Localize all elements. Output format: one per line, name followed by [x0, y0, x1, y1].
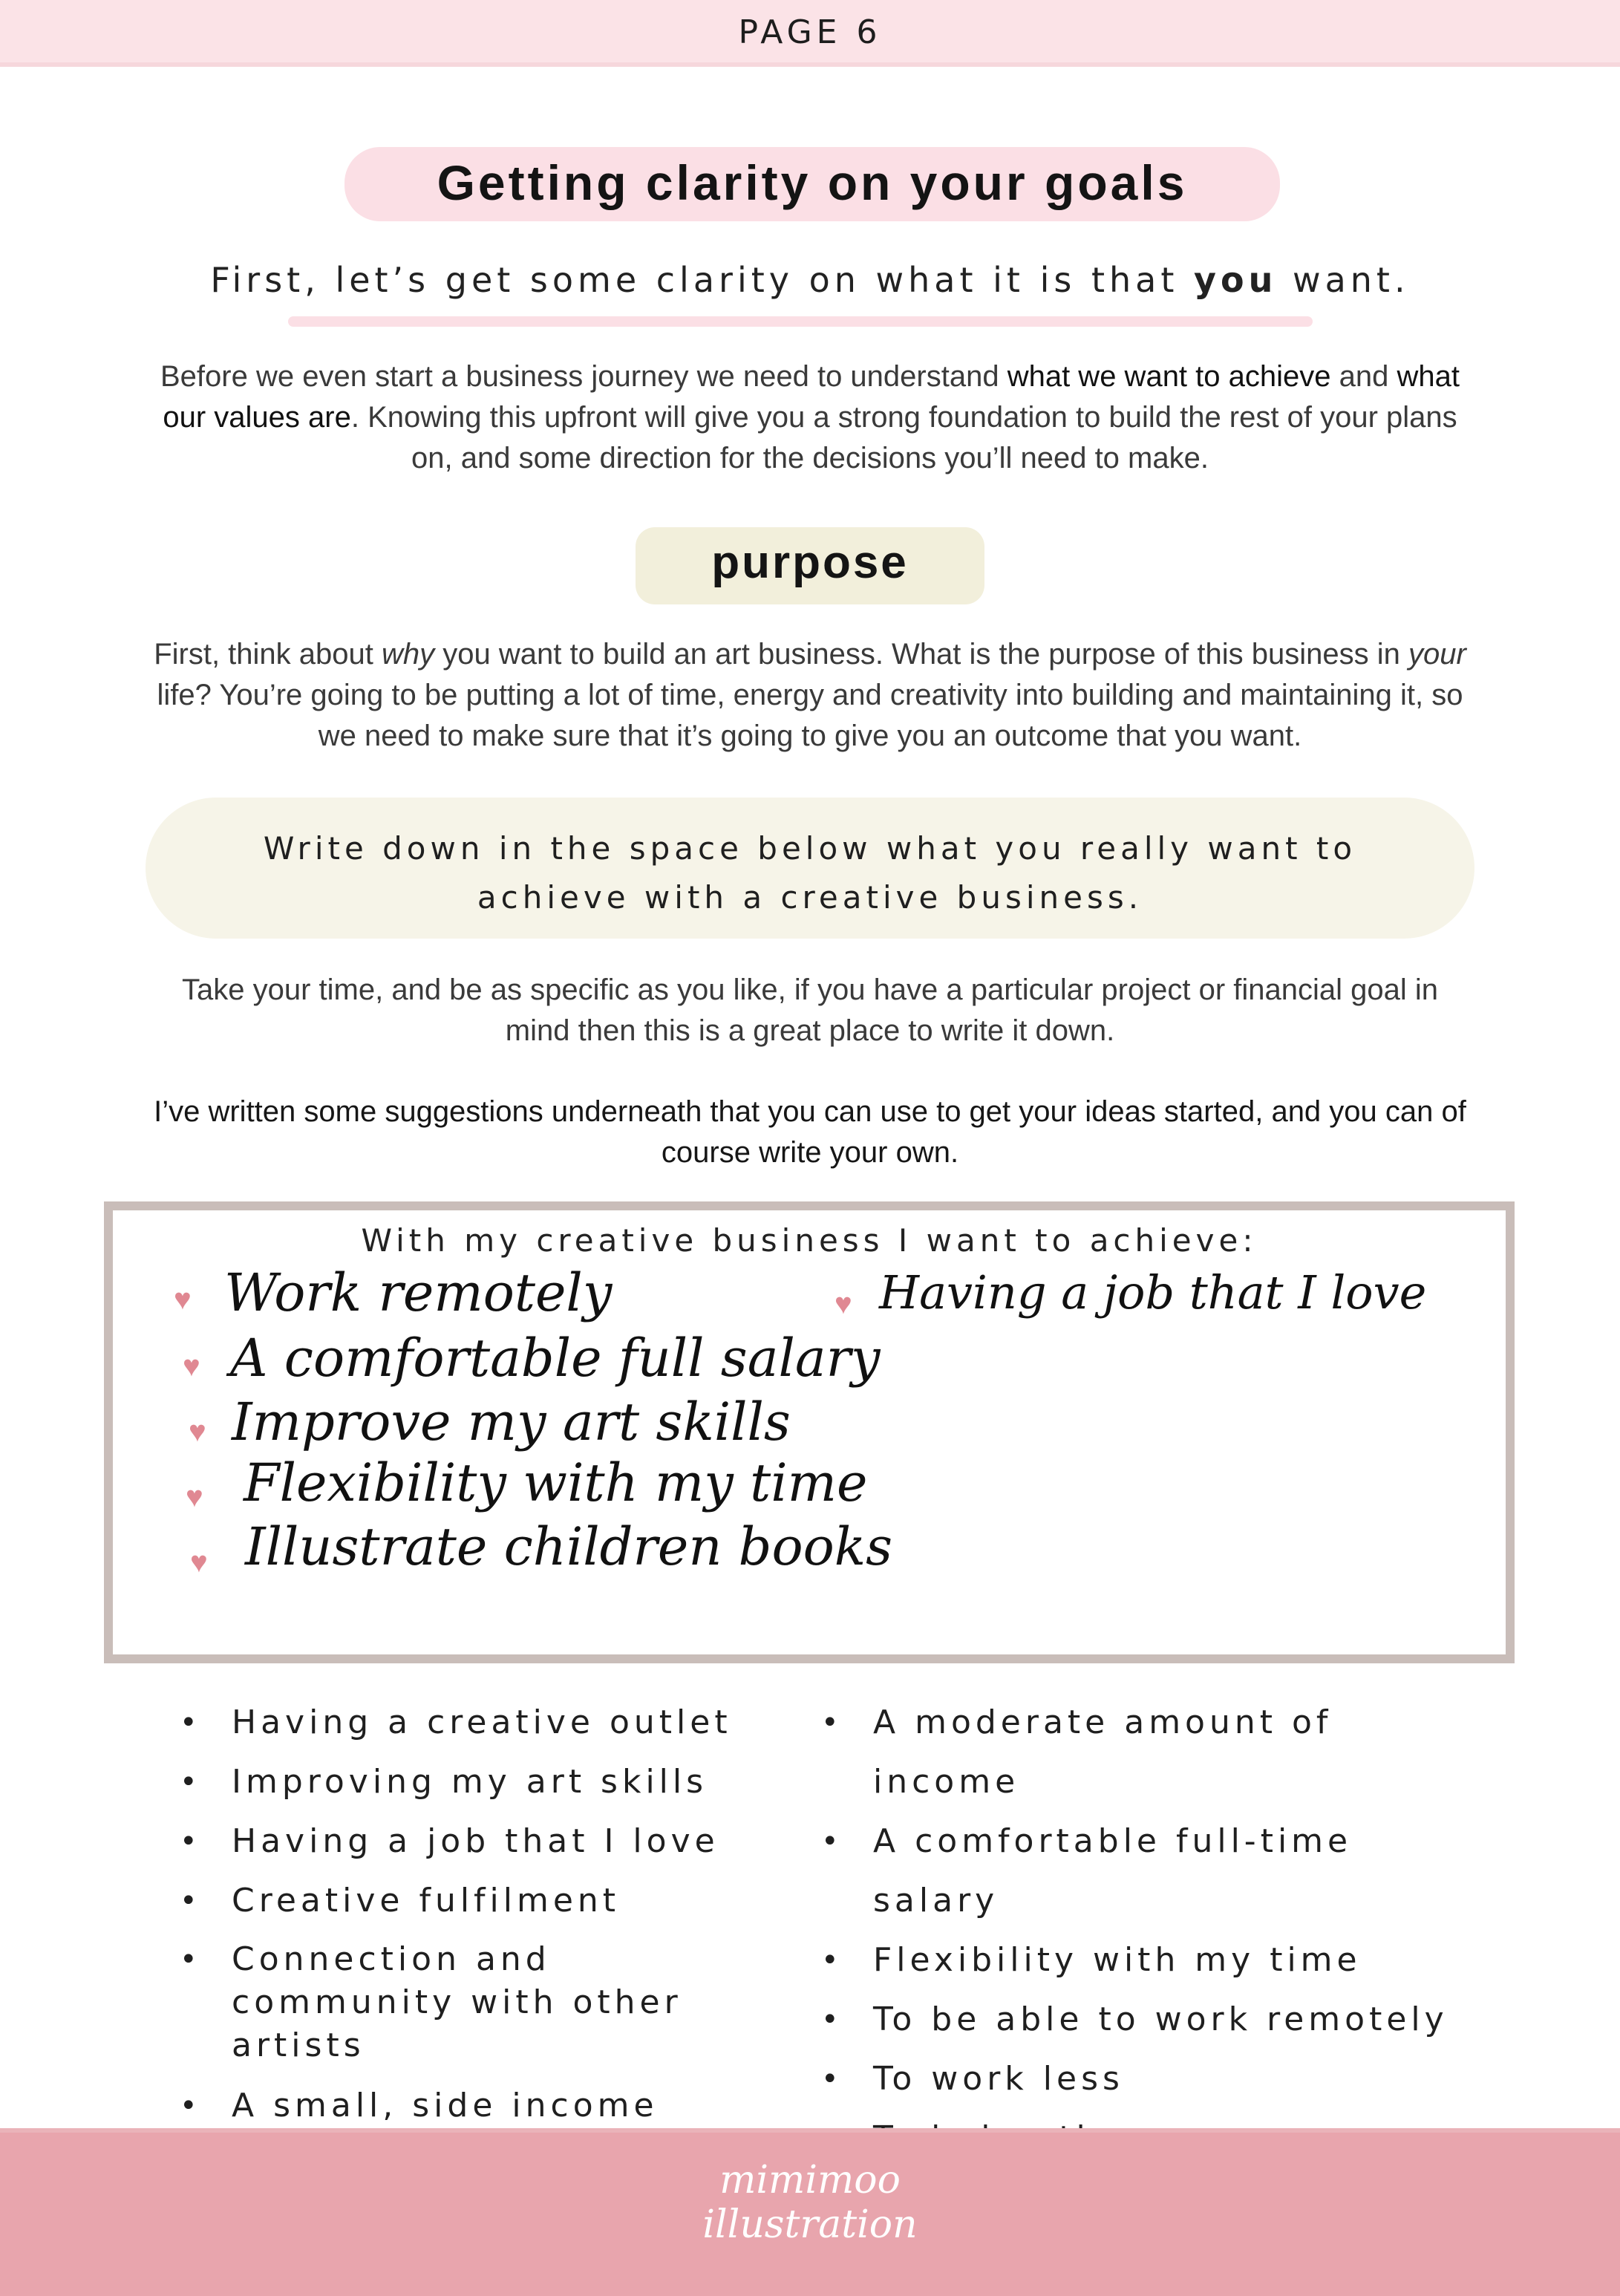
bullet-icon: • [821, 1706, 843, 1740]
intro-after: want. [1277, 260, 1410, 300]
page-number: PAGE 6 [738, 13, 882, 51]
suggestion-text: To be able to work remotely [873, 2000, 1448, 2038]
goal-item: Work remotely [224, 1262, 613, 1323]
suggestion-item [180, 1871, 848, 1931]
heart-icon: ♥ [183, 1350, 200, 1383]
suggestion-item [180, 1931, 751, 2076]
para2-text: you want to build an art business. What is the purpose of this business in [434, 638, 1408, 671]
logo-line: illustration [702, 2202, 918, 2247]
para1-text: . Knowing this upfront will give you a strong foundation to build the rest of your plans on, and some direction for the decisions you’ll need to make. [350, 401, 1457, 474]
intro-paragraph [148, 356, 1472, 479]
suggestion-text: To work less [873, 2060, 1124, 2098]
intro-before: First, let’s get some clarity on what it is that [210, 260, 1194, 300]
heart-icon: ♥ [190, 1546, 208, 1579]
instruction-line: achieve with a creative business. [477, 879, 1143, 916]
goal-item: Having a job that I love [879, 1265, 1427, 1320]
suggestion-text: A small, side income [232, 2087, 659, 2124]
para1-bold-achieve: what we want to achieve [1007, 360, 1331, 393]
para1-bold-values: what our values are [163, 360, 1460, 434]
suggestion-item [180, 1812, 848, 1871]
goal-item: A comfortable full salary [230, 1328, 881, 1389]
heart-icon: ♥ [186, 1481, 203, 1513]
suggestion-item [180, 1752, 848, 1812]
bullet-icon: • [180, 1765, 202, 1799]
suggestion-item [821, 1693, 1489, 1812]
para1-text: Before we even start a business journey we need to understand [160, 360, 1007, 393]
suggestion-item [821, 1931, 1489, 1990]
purpose-paragraph [148, 634, 1472, 757]
heart-icon: ♥ [174, 1283, 192, 1316]
para1-text: and [1330, 360, 1397, 393]
para2-italic-why: why [382, 638, 435, 671]
para2-italic-your: your [1408, 638, 1466, 671]
bullet-icon: • [180, 1884, 202, 1918]
suggestion-item [180, 1693, 848, 1752]
brand-logo [0, 2158, 1620, 2247]
goal-item: Illustrate children books [245, 1516, 893, 1577]
suggestion-text: Having a job that I love [232, 1822, 719, 1860]
suggestion-text: Creative fulfilment [232, 1882, 621, 1920]
suggestion-text: Having a creative outlet [232, 1703, 732, 1741]
purpose-heading: purpose [711, 537, 909, 588]
suggestion-item [821, 1812, 1489, 1931]
suggestion-text: A moderate amount of income [873, 1703, 1333, 1801]
intro-line [0, 260, 1620, 300]
bullet-icon: • [821, 1943, 843, 1977]
bullet-icon: • [180, 2089, 202, 2123]
bullet-icon: • [821, 1824, 843, 1859]
page-title: Getting clarity on your goals [437, 155, 1188, 210]
goals-box-heading: With my creative business I want to achieve: [361, 1222, 1258, 1259]
para2-text: First, think about [154, 638, 382, 671]
goal-item: Flexibility with my time [244, 1452, 868, 1513]
bullet-icon: • [821, 2062, 843, 2096]
suggestion-text: Flexibility with my time [873, 1941, 1362, 1979]
intro-emphasis: you [1194, 260, 1278, 300]
instruction [146, 824, 1474, 922]
logo-line: mimimoo [719, 2158, 901, 2202]
bullet-icon: • [180, 1943, 202, 1977]
heart-icon: ♥ [835, 1288, 852, 1320]
suggestions-intro: I’ve written some suggestions underneath that you can use to get your ideas started, and you can of course write your own. [154, 1095, 1466, 1169]
suggestion-text: A comfortable full-time salary [873, 1822, 1353, 1920]
heart-icon: ♥ [189, 1415, 206, 1448]
specific-paragraph: Take your time, and be as specific as you like, if you have a particular project or financial goal in mind then this is a great place to write it down. [182, 973, 1438, 1047]
suggestions-right [821, 1693, 1489, 2168]
instruction-line: Write down in the space below what you really want to [263, 830, 1357, 867]
intro-underline [288, 316, 1313, 327]
para2-text: life? You’re going to be putting a lot of time, energy and creativity into building and maintaining it, so we need to make sure that it’s going to give you an outcome that you want. [157, 679, 1463, 752]
suggestions-left [180, 1693, 848, 2136]
bullet-icon: • [180, 1706, 202, 1740]
suggestion-text: Improving my art skills [232, 1763, 708, 1801]
bullet-icon: • [821, 2003, 843, 2037]
suggestion-item [821, 1990, 1489, 2049]
suggestion-text: Connection and community with other artists [232, 1940, 682, 2064]
suggestion-item [180, 2076, 848, 2136]
bullet-icon: • [180, 1824, 202, 1859]
goal-item: Improve my art skills [232, 1392, 791, 1452]
suggestion-item [821, 2049, 1489, 2109]
